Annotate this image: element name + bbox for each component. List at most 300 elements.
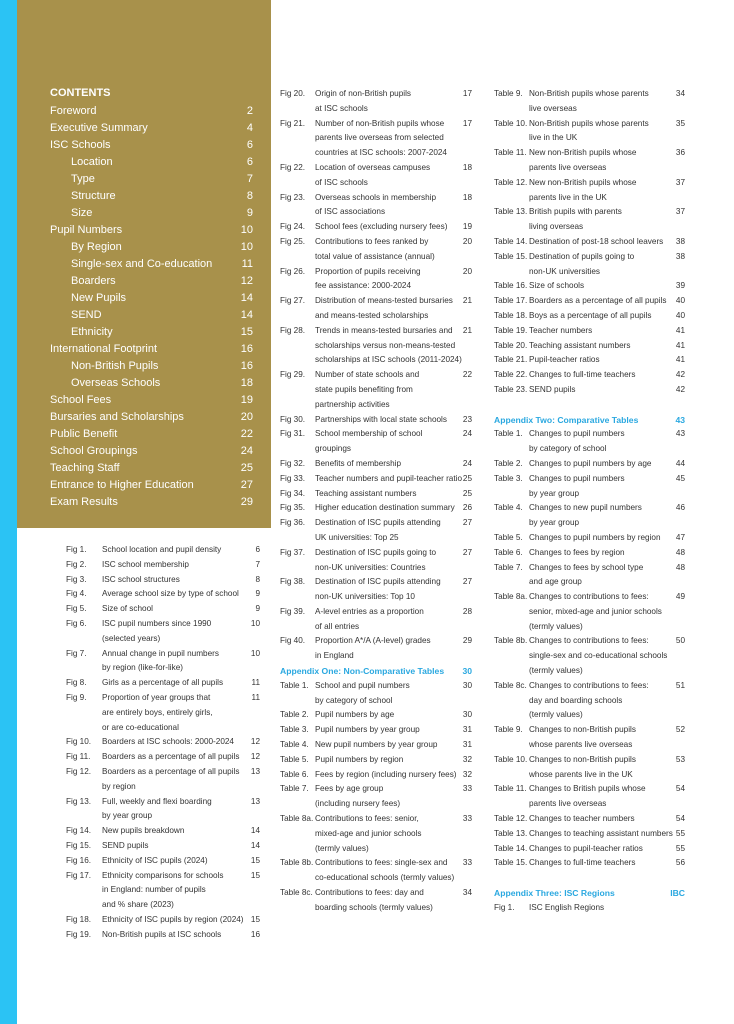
list-entry[interactable] <box>280 220 472 235</box>
toc-item-page: 14 <box>240 292 253 304</box>
figures-list-col1 <box>66 543 260 943</box>
list-entry[interactable] <box>494 383 685 398</box>
list-entry[interactable] <box>494 368 685 383</box>
entry-label: Fig 10. <box>66 737 92 747</box>
list-entry[interactable] <box>280 812 472 856</box>
list-entry[interactable] <box>280 886 472 916</box>
entry-page: 23 <box>462 414 472 424</box>
list-entry[interactable] <box>66 602 260 617</box>
figures-tables-list-col2 <box>280 87 472 916</box>
entry-title <box>315 87 452 117</box>
entry-title-line: Changes to non-British pupils <box>529 725 636 735</box>
entry-title-line: live overseas <box>529 103 577 113</box>
list-entry[interactable] <box>494 856 685 871</box>
toc-item-label: Non-British Pupils <box>71 360 159 372</box>
appendix-heading-title: Appendix Two: Comparative Tables <box>494 414 639 425</box>
toc-item[interactable] <box>50 409 253 426</box>
entry-page: 34 <box>462 888 472 898</box>
entry-label: Fig 2. <box>66 559 87 569</box>
toc-item[interactable] <box>50 222 253 239</box>
entry-title <box>102 824 240 839</box>
list-entry[interactable] <box>494 827 685 842</box>
list-entry[interactable] <box>494 353 685 368</box>
entry-title-line: Proportion A*/A (A-level) grades <box>315 636 431 646</box>
entry-title-line: Changes to fees by region <box>529 547 625 557</box>
entry-title-line: parents live overseas <box>529 162 607 172</box>
entry-title-line: Partnerships with local state schools <box>315 414 447 424</box>
toc-item[interactable] <box>50 103 253 120</box>
entry-label: Table 8a. <box>280 814 314 824</box>
entry-label: Table 18. <box>494 310 528 320</box>
toc-item[interactable] <box>50 341 253 358</box>
toc-item[interactable] <box>50 494 253 511</box>
entry-title-line: Changes to teacher numbers <box>529 814 635 824</box>
entry-label: Fig 39. <box>280 606 306 616</box>
entry-title <box>529 383 665 398</box>
entry-page: 27 <box>462 518 472 528</box>
toc-item-page: 8 <box>246 190 253 202</box>
list-entry[interactable] <box>280 516 472 546</box>
entry-title <box>102 617 240 647</box>
list-entry[interactable] <box>494 812 685 827</box>
list-entry[interactable] <box>280 161 472 191</box>
list-entry[interactable] <box>66 824 260 839</box>
entry-title <box>102 587 240 602</box>
entry-label: Fig 14. <box>66 826 92 836</box>
entry-title <box>315 812 452 856</box>
entry-title-line: Higher education destination summary <box>315 503 455 513</box>
toc-item-page: 7 <box>246 173 253 185</box>
entry-title <box>315 265 452 295</box>
list-entry[interactable] <box>494 457 685 472</box>
list-entry[interactable] <box>280 708 472 723</box>
entry-title-line: Changes to full-time teachers <box>529 858 636 868</box>
entry-title-line: parents live overseas <box>529 799 607 809</box>
entry-title <box>315 753 452 768</box>
list-entry[interactable] <box>494 87 685 117</box>
entry-title <box>102 854 240 869</box>
list-entry[interactable] <box>494 279 685 294</box>
entry-title-line: Fees by age group <box>315 784 384 794</box>
entry-title <box>102 558 240 573</box>
toc-item-page: 19 <box>240 394 253 406</box>
entry-title <box>315 723 452 738</box>
entry-title-line: Changes to full-time teachers <box>529 370 636 380</box>
toc-item-page: 4 <box>246 122 253 134</box>
toc-item[interactable] <box>50 154 253 171</box>
entry-title <box>529 250 665 280</box>
list-entry[interactable] <box>66 587 260 602</box>
entry-title-line: Pupil numbers by year group <box>315 725 420 735</box>
entry-label: Fig 8. <box>66 678 87 688</box>
appendix-heading-page: 43 <box>675 414 685 425</box>
entry-title-line: whose parents live overseas <box>529 740 633 750</box>
toc-item[interactable] <box>50 426 253 443</box>
entry-page: 49 <box>675 592 685 602</box>
entry-page: 27 <box>462 547 472 557</box>
entry-title <box>529 117 665 147</box>
entry-label: Table 8b. <box>494 636 528 646</box>
entry-title-line: British pupils with parents <box>529 207 622 217</box>
list-entry[interactable] <box>494 501 685 531</box>
toc-item-label: Type <box>71 173 95 185</box>
entry-page: 30 <box>462 680 472 690</box>
entry-title-line: by region (like-for-like) <box>102 663 183 673</box>
list-entry[interactable] <box>280 265 472 295</box>
entry-label: Fig 7. <box>66 648 87 658</box>
entry-page: 38 <box>675 236 685 246</box>
toc-item-page: 11 <box>241 258 253 270</box>
toc-item[interactable] <box>50 290 253 307</box>
entry-page: 15 <box>250 855 260 865</box>
list-entry[interactable] <box>280 723 472 738</box>
entry-title-line: Size of schools <box>529 281 585 291</box>
entry-label: Table 2. <box>280 710 309 720</box>
list-entry[interactable] <box>280 575 472 605</box>
entry-title-line: Destination of pupils going to <box>529 251 635 261</box>
toc-item-page: 15 <box>240 326 253 338</box>
entry-title-line: Changes to contributions to fees: <box>529 680 649 690</box>
list-entry[interactable] <box>494 782 685 812</box>
entry-title-line: non-UK universities <box>529 266 600 276</box>
entry-title-line: New non-British pupils whose <box>529 148 637 158</box>
list-entry[interactable] <box>494 294 685 309</box>
entry-title-line: Teaching assistant numbers <box>529 340 631 350</box>
toc-item-label: Teaching Staff <box>50 462 120 474</box>
entry-page: 46 <box>675 503 685 513</box>
entry-title <box>102 647 240 677</box>
entry-label: Table 4. <box>494 503 523 513</box>
list-entry[interactable] <box>494 250 685 280</box>
entry-page: 32 <box>462 754 472 764</box>
list-entry[interactable] <box>66 869 260 913</box>
entry-title-line: or are co-educational <box>102 722 179 732</box>
entry-label: Table 13. <box>494 828 528 838</box>
list-entry[interactable] <box>66 676 260 691</box>
entry-title-line: Changes to fees by school type <box>529 562 644 572</box>
list-entry[interactable] <box>66 691 260 735</box>
entry-label: Table 12. <box>494 814 528 824</box>
toc-item[interactable] <box>50 273 253 290</box>
entry-page: 9 <box>255 589 260 599</box>
entry-title-line: in England: number of pupils <box>102 885 206 895</box>
list-entry[interactable] <box>66 854 260 869</box>
entry-title-line: state pupils benefiting from <box>315 384 413 394</box>
entry-title-line: by region <box>102 781 136 791</box>
entry-title-line: Teaching assistant numbers <box>315 488 417 498</box>
contents-title: CONTENTS <box>50 87 111 99</box>
list-entry[interactable] <box>280 856 472 886</box>
entry-page: 20 <box>462 266 472 276</box>
entry-title <box>529 901 665 916</box>
entry-title-line: Destination of ISC pupils attending <box>315 518 441 528</box>
toc-item-label: School Groupings <box>50 445 138 457</box>
list-entry[interactable] <box>494 235 685 250</box>
list-entry[interactable] <box>66 765 260 795</box>
list-entry[interactable] <box>66 750 260 765</box>
entry-title-line: Changes to pupil-teacher ratios <box>529 843 643 853</box>
entry-title-line: Ethnicity of ISC pupils (2024) <box>102 855 208 865</box>
entry-title <box>315 501 455 516</box>
list-entry[interactable] <box>494 679 685 723</box>
entry-title <box>102 735 240 750</box>
main-toc <box>50 103 253 511</box>
list-entry[interactable] <box>280 546 472 576</box>
toc-item-page: 16 <box>240 360 253 372</box>
toc-item[interactable] <box>50 188 253 205</box>
entry-label: Fig 24. <box>280 222 306 232</box>
entry-label: Fig 11. <box>66 752 91 762</box>
entry-page: 52 <box>675 725 685 735</box>
entry-page: 29 <box>462 636 472 646</box>
toc-item-page: 14 <box>240 309 253 321</box>
entry-page: 9 <box>255 604 260 614</box>
entry-label: Fig 27. <box>280 296 306 306</box>
entry-title-line: and % share (2023) <box>102 900 174 910</box>
toc-item[interactable] <box>50 171 253 188</box>
entry-page: 14 <box>250 840 260 850</box>
entry-page: 12 <box>250 737 260 747</box>
entry-title-line: Destination of post-18 school leavers <box>529 236 664 246</box>
entry-label: Table 13. <box>494 207 528 217</box>
list-entry[interactable] <box>66 735 260 750</box>
entry-title-line: Boarders as a percentage of all pupils <box>102 766 240 776</box>
entry-title-line: ISC pupil numbers since 1990 <box>102 618 212 628</box>
toc-item-label: Size <box>71 207 93 219</box>
entry-title-line: total value of assistance (annual) <box>315 251 435 261</box>
list-entry[interactable] <box>280 501 472 516</box>
list-entry[interactable] <box>280 368 472 412</box>
toc-item-page: 6 <box>246 156 253 168</box>
list-entry[interactable] <box>494 339 685 354</box>
entry-page: 51 <box>675 680 685 690</box>
entry-title <box>529 339 665 354</box>
toc-item-label: School Fees <box>50 394 112 406</box>
entry-title <box>529 531 665 546</box>
list-entry[interactable] <box>494 546 685 561</box>
list-entry[interactable] <box>280 738 472 753</box>
list-entry[interactable] <box>280 117 472 161</box>
list-entry[interactable] <box>280 324 472 368</box>
list-entry[interactable] <box>280 294 472 324</box>
entry-label: Table 23. <box>494 384 528 394</box>
list-entry[interactable] <box>494 634 685 678</box>
list-entry[interactable] <box>280 782 472 812</box>
entry-title-line: Overseas schools in membership <box>315 192 437 202</box>
entry-page: 31 <box>462 740 472 750</box>
entry-title-line: by category of school <box>315 695 393 705</box>
list-entry[interactable] <box>280 753 472 768</box>
list-entry[interactable] <box>494 427 685 457</box>
appendix-heading-page: IBC <box>670 888 685 899</box>
entry-label: Table 3. <box>494 473 523 483</box>
list-entry[interactable] <box>494 205 685 235</box>
list-entry[interactable] <box>494 842 685 857</box>
entry-title-line: and age group <box>529 577 582 587</box>
entry-title <box>315 546 452 576</box>
list-entry[interactable] <box>280 427 472 457</box>
entry-title <box>102 750 240 765</box>
toc-item-label: Public Benefit <box>50 428 118 440</box>
entry-title <box>102 765 240 795</box>
list-entry[interactable] <box>494 901 685 916</box>
list-entry[interactable] <box>494 472 685 502</box>
entry-title-line: SEND pupils <box>102 840 149 850</box>
list-entry[interactable] <box>66 573 260 588</box>
entry-label: Table 21. <box>494 355 528 365</box>
entry-label: Table 11. <box>494 784 527 794</box>
toc-item-label: Entrance to Higher Education <box>50 479 194 491</box>
entry-title-line: countries at ISC schools: 2007-2024 <box>315 148 447 158</box>
appendix-heading-title: Appendix Three: ISC Regions <box>494 888 615 899</box>
toc-item[interactable] <box>50 392 253 409</box>
toc-item-label: Structure <box>71 190 116 202</box>
list-entry[interactable] <box>280 634 472 664</box>
list-entry[interactable] <box>66 647 260 677</box>
entry-title <box>315 324 462 368</box>
list-entry[interactable] <box>66 558 260 573</box>
entry-title <box>102 602 240 617</box>
entry-title-line: live in the UK <box>529 133 578 143</box>
entry-title-line: Fees by region (including nursery fees) <box>315 769 457 779</box>
toc-item-page: 22 <box>240 428 253 440</box>
entry-title <box>529 353 665 368</box>
entry-label: Table 5. <box>494 532 523 542</box>
entry-title <box>529 842 665 857</box>
list-entry[interactable] <box>280 605 472 635</box>
toc-item[interactable] <box>50 137 253 154</box>
entry-title-line: by year group <box>529 488 580 498</box>
toc-item[interactable] <box>50 239 253 256</box>
entry-title-line: co-educational schools (termly values) <box>315 873 455 883</box>
entry-page: 40 <box>675 296 685 306</box>
list-entry[interactable] <box>494 146 685 176</box>
entry-page: 24 <box>462 429 472 439</box>
entry-page: 13 <box>250 766 260 776</box>
entry-title <box>529 679 665 723</box>
entry-label: Table 1. <box>494 429 523 439</box>
toc-item-page: 29 <box>240 496 253 508</box>
entry-page: 54 <box>675 784 685 794</box>
list-entry[interactable] <box>280 679 472 709</box>
entry-page: 7 <box>255 559 260 569</box>
toc-item[interactable] <box>50 324 253 341</box>
entry-label: Table 15. <box>494 251 528 261</box>
appendix-heading[interactable] <box>494 413 685 428</box>
entry-title-line: Contributions to fees: day and <box>315 888 424 898</box>
entry-page: 10 <box>250 618 260 628</box>
list-entry[interactable] <box>280 768 472 783</box>
entry-page: 15 <box>250 914 260 924</box>
list-entry[interactable] <box>494 117 685 147</box>
list-entry[interactable] <box>280 87 472 117</box>
appendix-heading[interactable] <box>494 886 685 901</box>
entry-label: Table 6. <box>494 547 523 557</box>
list-entry[interactable] <box>280 472 472 487</box>
entry-title-line: Boarders as a percentage of all pupils <box>102 752 240 762</box>
entry-label: Fig 13. <box>66 796 92 806</box>
toc-item[interactable] <box>50 120 253 137</box>
list-entry[interactable] <box>494 531 685 546</box>
toc-item[interactable] <box>50 307 253 324</box>
entry-title-line: mixed-age and junior schools <box>315 828 422 838</box>
toc-item[interactable] <box>50 256 253 273</box>
list-entry[interactable] <box>494 753 685 783</box>
entry-title-line: by year group <box>102 811 153 821</box>
toc-item[interactable] <box>50 460 253 477</box>
entry-page: 43 <box>675 429 685 439</box>
list-entry[interactable] <box>494 590 685 634</box>
toc-item-page: 20 <box>240 411 253 423</box>
entry-title-line: in England <box>315 651 354 661</box>
entry-page: 18 <box>462 162 472 172</box>
entry-title-line: Non-British pupils at ISC schools <box>102 929 222 939</box>
entry-title <box>315 161 452 191</box>
entry-title <box>102 795 240 825</box>
list-entry[interactable] <box>494 324 685 339</box>
toc-item[interactable] <box>50 375 253 392</box>
list-entry[interactable] <box>494 176 685 206</box>
entry-title-line: Changes to pupil numbers <box>529 473 625 483</box>
entry-page: 33 <box>462 814 472 824</box>
toc-item[interactable] <box>50 443 253 460</box>
list-entry[interactable] <box>494 309 685 324</box>
entry-page: 32 <box>462 769 472 779</box>
list-entry[interactable] <box>66 913 260 928</box>
entry-title-line: New pupil numbers by year group <box>315 740 438 750</box>
toc-item-label: Ethnicity <box>71 326 113 338</box>
list-entry[interactable] <box>66 617 260 647</box>
entry-title <box>315 191 452 221</box>
list-entry[interactable] <box>280 487 472 502</box>
entry-title-line: of ISC associations <box>315 207 386 217</box>
appendix-heading[interactable] <box>280 664 472 679</box>
entry-title-line: A-level entries as a proportion <box>315 606 424 616</box>
toc-item[interactable] <box>50 205 253 222</box>
entry-title <box>529 501 665 531</box>
entry-label: Fig 34. <box>280 488 306 498</box>
toc-item[interactable] <box>50 358 253 375</box>
entry-title <box>529 856 665 871</box>
entry-page: 13 <box>250 796 260 806</box>
entry-label: Fig 1. <box>494 902 515 912</box>
list-entry[interactable] <box>66 839 260 854</box>
list-entry[interactable] <box>280 191 472 221</box>
list-entry[interactable] <box>280 235 472 265</box>
list-entry[interactable] <box>280 457 472 472</box>
entry-page: 38 <box>675 251 685 261</box>
entry-page: 42 <box>675 384 685 394</box>
list-entry[interactable] <box>280 413 472 428</box>
entry-page: 17 <box>462 89 472 98</box>
toc-item[interactable] <box>50 477 253 494</box>
list-entry[interactable] <box>66 795 260 825</box>
entry-title-line: Location of overseas campuses <box>315 162 431 172</box>
entry-page: 10 <box>250 648 260 658</box>
entry-page: 19 <box>462 222 472 232</box>
list-entry[interactable] <box>66 928 260 943</box>
entry-label: Table 9. <box>494 89 523 98</box>
list-entry[interactable] <box>66 543 260 558</box>
list-entry[interactable] <box>494 723 685 753</box>
list-entry[interactable] <box>494 561 685 591</box>
entry-title-line: Changes to new pupil numbers <box>529 503 642 513</box>
entry-title <box>315 516 452 546</box>
entry-title-line: boarding schools (termly values) <box>315 902 433 912</box>
entry-title-line: Benefits of membership <box>315 458 402 468</box>
entry-page: 30 <box>462 710 472 720</box>
entry-title <box>529 561 665 591</box>
